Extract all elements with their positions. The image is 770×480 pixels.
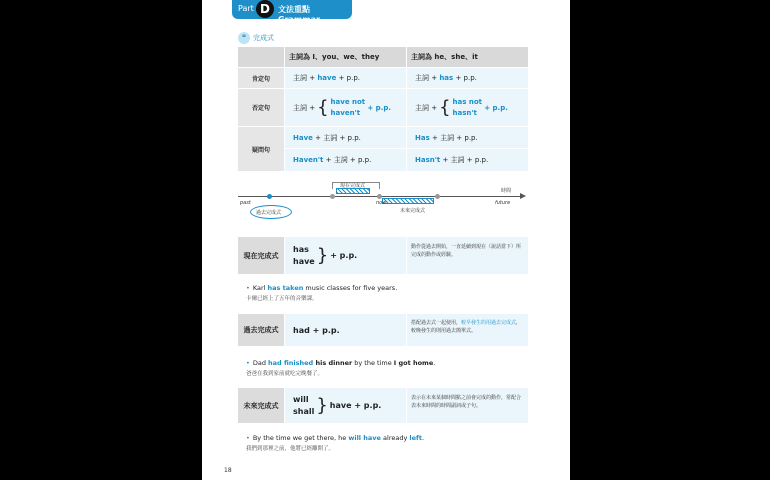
bullet-icon: • (246, 284, 250, 292)
now-label: now (376, 200, 387, 206)
rest-text: + 主詞 + p.p. (315, 133, 361, 142)
pp-text: + p.p. (484, 103, 508, 112)
question-col2-a (407, 127, 528, 148)
right-brace-icon: } (316, 394, 328, 416)
question-col2-b (407, 149, 528, 171)
neg-full: have not (330, 97, 366, 106)
ex-highlight: will have (348, 434, 381, 442)
present-perfect-form (285, 237, 406, 274)
past-label: past (240, 200, 251, 206)
past-perfect-example (238, 359, 528, 377)
part-letter-badge: D (256, 0, 274, 18)
future-perfect-point (435, 194, 440, 199)
form-have: have (293, 256, 315, 266)
neg-short: haven't (330, 108, 361, 117)
future-perfect-span (382, 198, 434, 204)
header-col1: 主詞為 I、you、we、they (285, 47, 406, 67)
bullet-icon: • (246, 434, 250, 442)
question-col1-b (285, 149, 406, 171)
pp-text: + p.p. (367, 103, 392, 112)
negative-col1 (285, 89, 406, 126)
ex-highlight: had finished (268, 359, 314, 367)
aux-verb: have (317, 74, 337, 82)
section-title: 完成式 (253, 34, 274, 42)
form-shall: shall (293, 406, 315, 416)
subject-text: 主詞 + (415, 103, 438, 112)
part-title: 文法重點 Grammar (278, 5, 320, 24)
future-perfect-label: 未來完成式 (238, 388, 284, 423)
ex-highlight: left (409, 434, 422, 442)
aux-verb: has (439, 74, 454, 82)
ex-bold: I got home (393, 359, 434, 367)
future-perfect-form (285, 388, 406, 423)
pp-text: + p.p. (330, 251, 358, 260)
aux-verb: Haven't (293, 156, 324, 164)
left-brace-icon: { (439, 96, 451, 118)
present-perfect-label: 現在完成式 (238, 237, 284, 274)
form-will: will (293, 394, 309, 404)
ex-text: Karl (252, 284, 268, 292)
bullet-icon: • (246, 359, 250, 367)
rest-text: + 主詞 + p.p. (442, 156, 489, 164)
negative-col2 (407, 89, 528, 126)
ex-period: . (421, 434, 425, 442)
desc-text: 搭配過去式一起使用， (411, 320, 462, 326)
desc-highlight: 較早發生的用過去完成式 (461, 320, 517, 326)
subject-text: 主詞 + (293, 74, 316, 82)
right-brace-icon: } (316, 244, 329, 266)
pp-text: have + p.p. (329, 401, 382, 410)
present-perfect-desc: 動作從過去開始，一直延續到現在（說話當下）所完成的動作或經驗。 (407, 237, 528, 274)
ex-highlight: has taken (267, 284, 304, 292)
ex-text: by the time (352, 359, 394, 367)
form-has: has (293, 244, 309, 254)
ex-bold: his dinner (313, 359, 353, 367)
aux-verb: Hasn't (415, 156, 441, 164)
future-perfect-desc: 表示在未來某個時間點之前會完成的動作，常配合表未來時間的時間副詞或子句。 (407, 388, 528, 423)
part-header (232, 0, 352, 24)
present-perfect-start-point (330, 194, 335, 199)
past-perfect-point (267, 194, 272, 199)
part-label: Part (238, 4, 254, 13)
ex-text: already (380, 434, 410, 442)
neg-short: hasn't (452, 108, 477, 117)
past-perfect-tag: 過去完成式 (256, 210, 282, 216)
section-heading (238, 32, 274, 44)
future-perfect-tag: 未來完成式 (400, 208, 426, 214)
pp-text: + p.p. (455, 74, 477, 82)
left-brace-icon: { (317, 96, 329, 118)
subject-text: 主詞 + (293, 103, 316, 112)
ex-text: Dad (252, 359, 269, 367)
subject-text: 主詞 + (415, 74, 438, 82)
ex-translation: 爸爸在我到家前就吃完晚餐了。 (246, 371, 324, 377)
rest-text: + 主詞 + p.p. (431, 133, 478, 142)
rest-text: + 主詞 + p.p. (325, 156, 372, 164)
ex-text: By the time we get there, he (252, 434, 349, 442)
desc-text: ，較晚發生的則用過去簡單式。 (411, 320, 522, 334)
future-perfect-example (238, 434, 528, 452)
ex-translation: 我們到那裡之前，他將已經離開了。 (246, 446, 335, 452)
pp-text: + p.p. (338, 74, 361, 82)
table-corner (238, 47, 284, 67)
row-label-question: 疑問句 (238, 127, 284, 171)
affirmative-col1 (285, 68, 406, 88)
question-col1-a (285, 127, 406, 148)
future-label: future (495, 200, 511, 206)
past-perfect-label: 過去完成式 (238, 314, 284, 346)
aux-verb: Has (415, 133, 430, 142)
ex-text: music classes for five years. (303, 284, 398, 292)
ex-period: . (433, 359, 436, 367)
page-number: 18 (224, 467, 232, 474)
affirmative-col2 (407, 68, 528, 88)
present-perfect-tag: 現在完成式 (340, 183, 366, 189)
arrow-head-icon (520, 193, 526, 199)
row-label-affirmative: 肯定句 (238, 68, 284, 88)
present-perfect-example (238, 284, 528, 302)
time-label: 時間 (501, 188, 512, 194)
past-perfect-form: had + p.p. (285, 314, 406, 346)
textbook-page (202, 0, 570, 480)
past-perfect-desc (407, 314, 528, 346)
speech-bubble-icon: ❝ (238, 32, 250, 44)
neg-full: has not (452, 97, 482, 106)
row-label-negative: 否定句 (238, 89, 284, 126)
aux-verb: Have (293, 133, 313, 142)
ex-translation: 卡爾已經上了五年的音樂課。 (246, 296, 318, 302)
header-col2: 主詞為 he、she、it (407, 47, 528, 67)
